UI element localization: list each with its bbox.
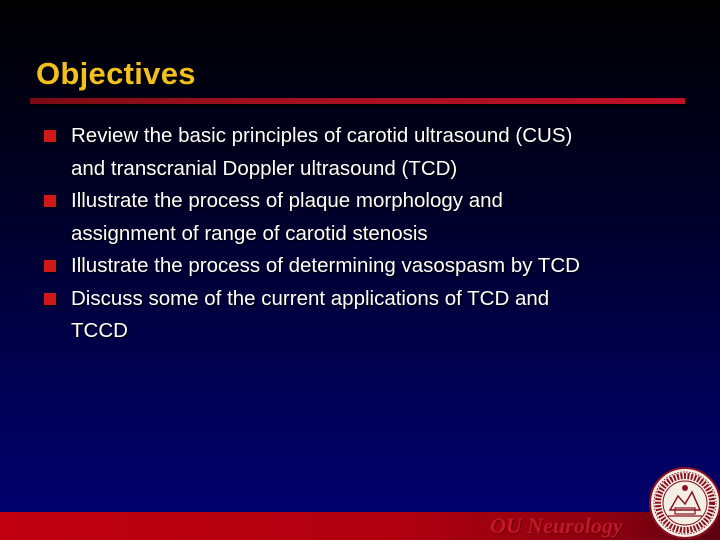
square-bullet-icon [44,293,56,305]
footer-text: OU Neurology [490,513,623,538]
square-bullet-icon [44,130,56,142]
bullet-line: assignment of range of carotid stenosis [71,221,428,245]
objectives-list [44,120,684,348]
square-bullet-icon [44,195,56,207]
bullet-line: and transcranial Doppler ultrasound (TCD) [71,156,458,180]
list-item [44,283,684,348]
square-bullet-icon [44,260,56,272]
title-underline [30,98,685,104]
university-seal-icon [648,466,720,540]
list-item [44,250,684,283]
bullet-line: Discuss some of the current applications of TCD and [71,286,550,310]
bullet-line: TCCD [71,319,128,342]
list-item [44,120,684,185]
slide-title: Objectives [36,56,196,91]
bullet-line: Illustrate the process of plaque morphology and [71,189,503,212]
bullet-line: Review the basic principles of carotid ultrasound (CUS) [71,124,573,147]
bullet-line: Illustrate the process of determining vasospasm by TCD [71,254,580,277]
list-item [44,185,684,250]
